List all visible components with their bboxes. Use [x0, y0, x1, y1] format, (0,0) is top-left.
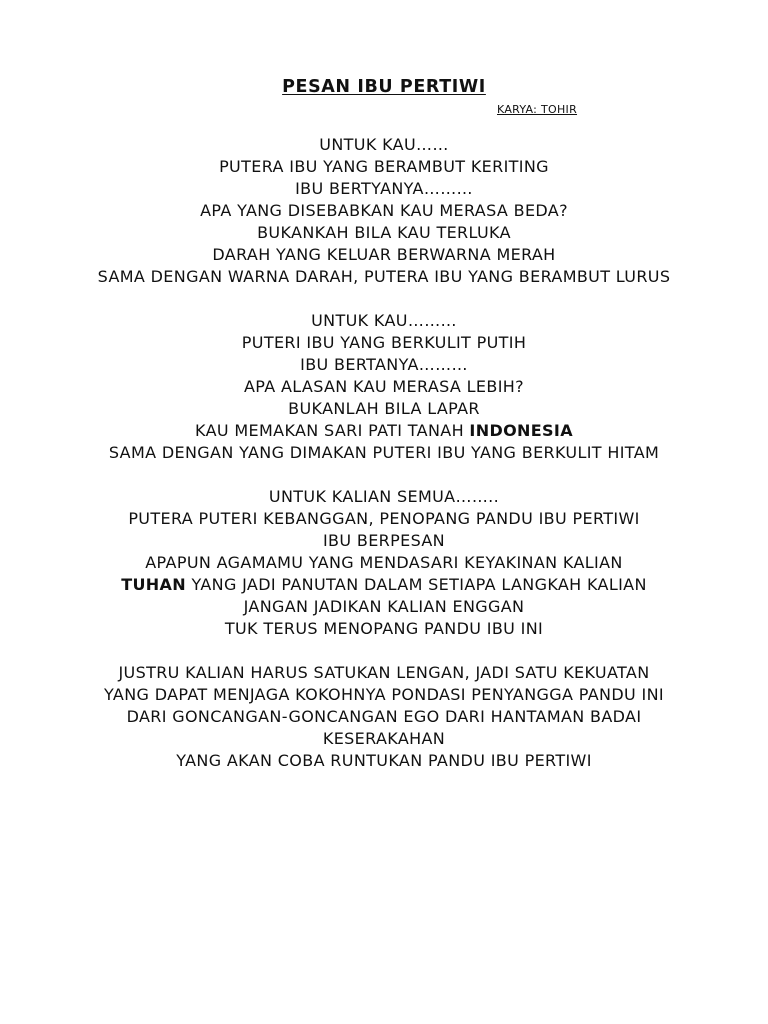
poem-line: UNTUK KAU…… — [319, 135, 449, 154]
poem-line: SAMA DENGAN WARNA DARAH, PUTERA IBU YANG BERAMBUT LURUS — [97, 267, 671, 286]
poem-line-text: KAU MEMAKAN SARI PATI TANAH — [195, 421, 470, 440]
poem-line: BUKANKAH BILA KAU TERLUKA — [257, 223, 511, 242]
poem-line: UNTUK KAU……… — [311, 311, 457, 330]
poem-line: DARI GONCANGAN-GONCANGAN EGO DARI HANTAMAN BADAI KESERAKAHAN — [126, 707, 642, 748]
poem-line: APA YANG DISEBABKAN KAU MERASA BEDA? — [200, 201, 568, 220]
poem-line: SAMA DENGAN YANG DIMAKAN PUTERI IBU YANG BERKULIT HITAM — [108, 443, 660, 462]
stanza-2 — [0, 310, 768, 464]
poem-line-text: YANG JADI PANUTAN DALAM SETIAPA LANGKAH KALIAN — [186, 575, 647, 594]
emphasis-indonesia: INDONESIA — [469, 421, 573, 440]
poem-line: IBU BERPESAN — [322, 531, 446, 550]
poem-line: JANGAN JADIKAN KALIAN ENGGAN — [243, 597, 525, 616]
poem-title: PESAN IBU PERTIWI — [282, 77, 486, 97]
poem-line: UNTUK KALIAN SEMUA…….. — [268, 487, 500, 506]
poem-line: PUTERA IBU YANG BERAMBUT KERITING — [219, 157, 549, 176]
poem-line: IBU BERTANYA……… — [300, 355, 468, 374]
poem-line: YANG AKAN COBA RUNTUKAN PANDU IBU PERTIWI — [176, 751, 592, 770]
poem-line: DARAH YANG KELUAR BERWARNA MERAH — [212, 245, 556, 264]
poem-line — [0, 420, 768, 442]
poem-line: APAPUN AGAMAMU YANG MENDASARI KEYAKINAN KALIAN — [145, 553, 623, 572]
poem-line: JUSTRU KALIAN HARUS SATUKAN LENGAN, JADI SATU KEKUATAN — [118, 663, 650, 682]
poem-line: PUTERI IBU YANG BERKULIT PUTIH — [241, 333, 527, 352]
poem-author: KARYA: TOHIR — [497, 103, 578, 116]
poem-line: IBU BERTYANYA……… — [295, 179, 473, 198]
stanza-4 — [0, 662, 768, 772]
stanza-3 — [0, 486, 768, 640]
stanza-1 — [0, 134, 768, 288]
poem-line — [0, 574, 768, 596]
emphasis-tuhan: TUHAN — [121, 575, 187, 594]
poem-line: TUK TERUS MENOPANG PANDU IBU INI — [224, 619, 544, 638]
poem-line: YANG DAPAT MENJAGA KOKOHNYA PONDASI PENYANGGA PANDU INI — [104, 685, 664, 704]
poem-line: BUKANLAH BILA LAPAR — [288, 399, 480, 418]
poem-line: PUTERA PUTERI KEBANGGAN, PENOPANG PANDU IBU PERTIWI — [128, 509, 640, 528]
poem-body — [0, 134, 768, 794]
poem-line: APA ALASAN KAU MERASA LEBIH? — [243, 377, 525, 396]
